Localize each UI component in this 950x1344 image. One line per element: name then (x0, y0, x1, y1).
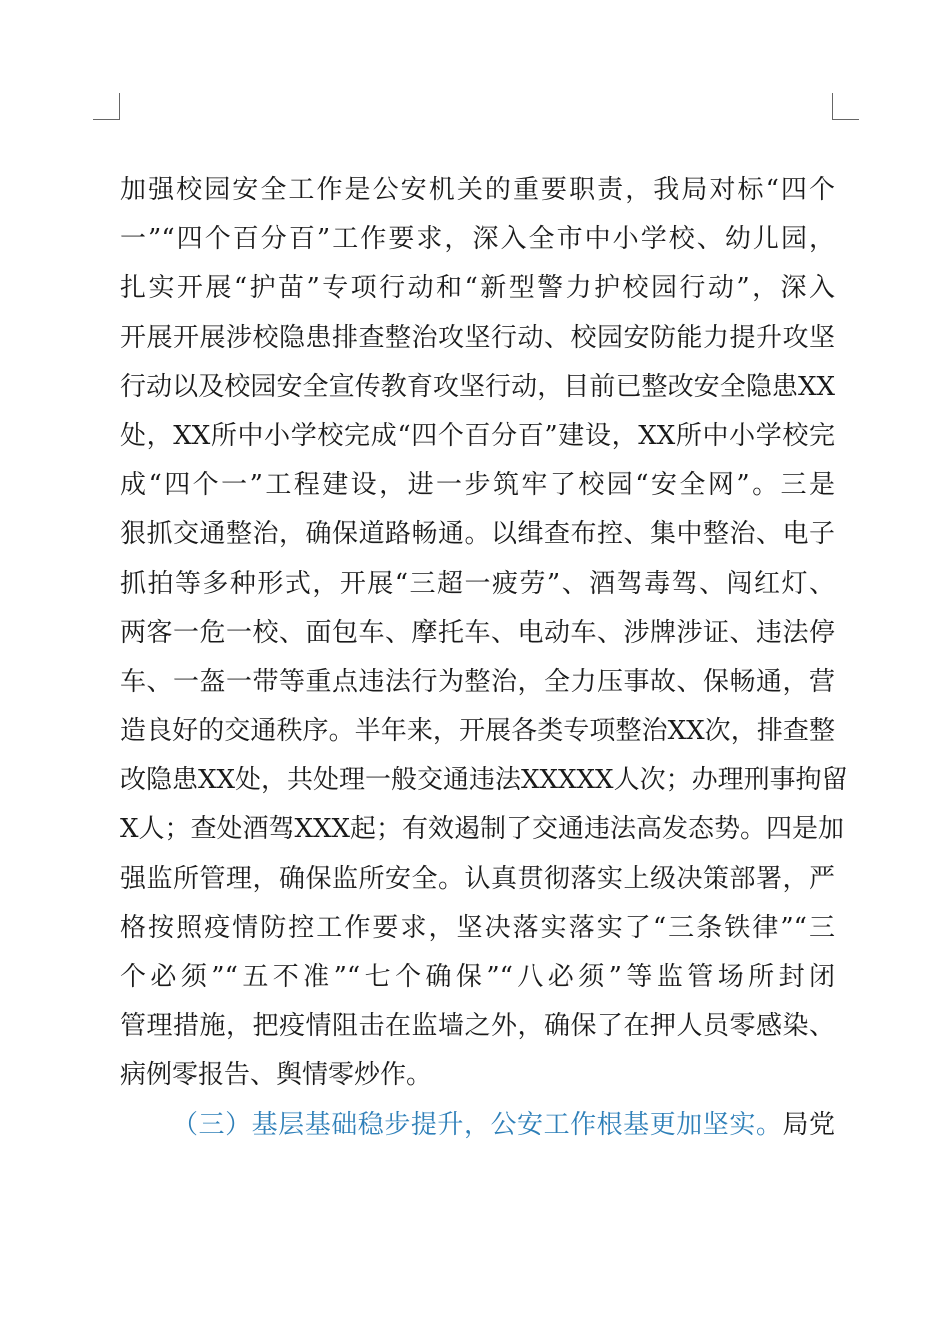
text-line: 行动以及校园安全宣传教育攻坚行动，目前已整改安全隐患XX (120, 371, 835, 402)
text-line: 成“四个一”工程建设，进一步筑牢了校园“安全网”。三是 (120, 470, 835, 501)
paragraph (120, 166, 848, 1101)
text-line: 处，XX所中小学校完成“四个百分百”建设，XX所中小学校完 (120, 420, 835, 451)
crop-mark-top-left (93, 93, 120, 120)
text-line: 扎实开展“护苗”专项行动和“新型警力护校园行动”，深入 (120, 273, 835, 304)
text-line: 个必须”“五不准”“七个确保”“八必须”等监管场所封闭 (120, 962, 835, 992)
text-line: 狠抓交通整治，确保道路畅通。以缉查布控、集中整治、电子 (120, 519, 835, 550)
text-line: 加强校园安全工作是公安机关的重要职责，我局对标“四个 (120, 175, 835, 205)
text-line: 车、一盔一带等重点违法行为整治，全力压事故、保畅通，营 (120, 666, 835, 697)
section-heading: （三）基层基础稳步提升，公安工作根基更加坚实。 (172, 1109, 783, 1140)
text-line: 造良好的交通秩序。半年来，开展各类专项整治XX次，排查整 (120, 716, 835, 747)
text-line: 强监所管理，确保监所安全。认真贯彻落实上级决策部署，严 (120, 863, 835, 894)
text-line: 格按照疫情防控工作要求，坚决落实落实了“三条铁律”“三 (120, 912, 835, 943)
section-heading-line (120, 1101, 835, 1150)
document-body (120, 166, 848, 1150)
text-line: 开展开展涉校隐患排查整治攻坚行动、校园安防能力提升攻坚 (120, 322, 835, 353)
section-continuation: 局党 (782, 1109, 835, 1140)
text-line: 一”“四个百分百”工作要求，深入全市中小学校、幼儿园， (120, 224, 835, 255)
crop-mark-top-right (832, 93, 859, 120)
text-line: 抓拍等多种形式，开展“三超一疲劳”、酒驾毒驾、闯红灯、 (120, 568, 835, 599)
text-line: 两客一危一校、面包车、摩托车、电动车、涉牌涉证、违法停 (120, 617, 835, 648)
text-line: 改隐患XX处，共处理一般交通违法XXXXX人次；办理刑事拘留 (120, 765, 848, 796)
text-line: 管理措施，把疫情阻击在监墙之外，确保了在押人员零感染、 (120, 1011, 835, 1042)
text-line: X人；查处酒驾XXX起；有效遏制了交通违法高发态势。四是加 (120, 814, 845, 845)
text-line: 病例零报告、舆情零炒作。 (120, 1060, 433, 1091)
